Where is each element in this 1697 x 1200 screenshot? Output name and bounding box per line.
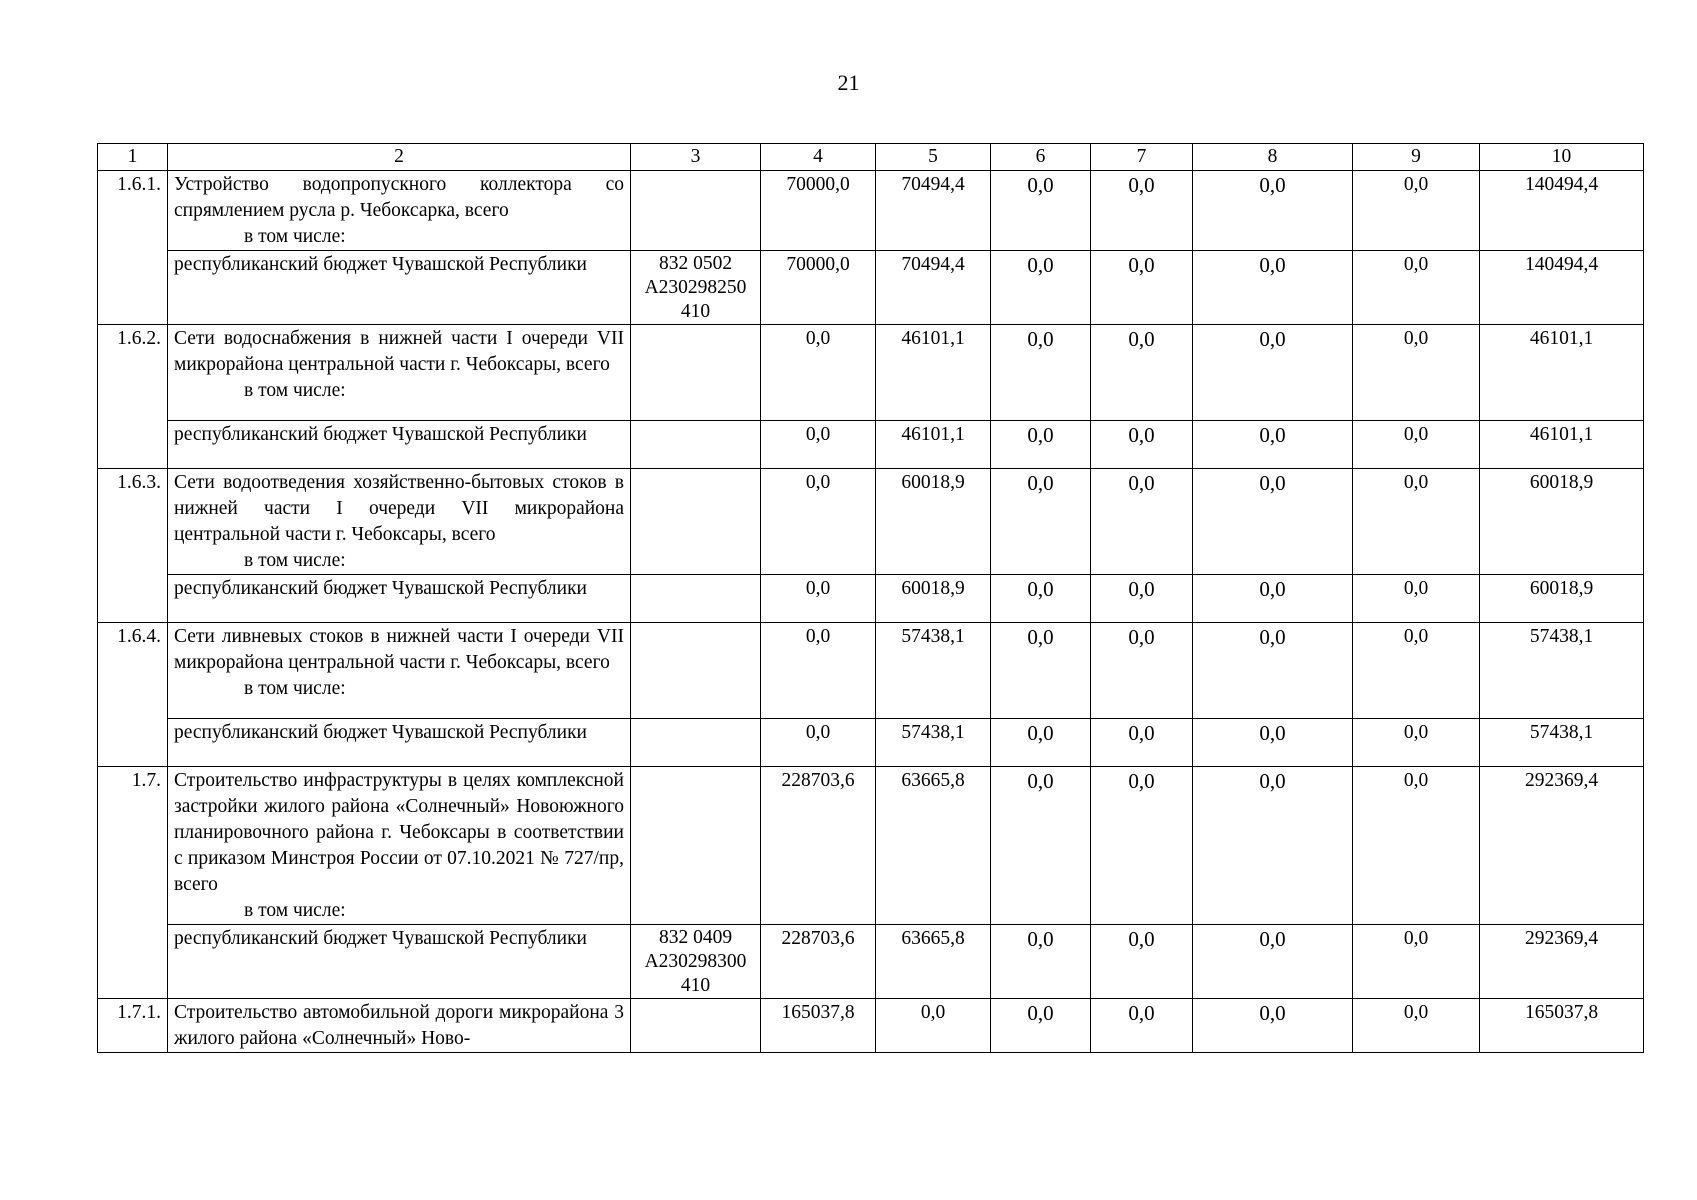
value-cell-col9: 0,0 bbox=[1353, 719, 1480, 767]
row-description bbox=[168, 251, 631, 325]
value-cell-col8: 0,0 bbox=[1193, 251, 1353, 325]
description-text: республиканский бюджет Чувашской Республики bbox=[174, 424, 587, 445]
header-cell: 7 bbox=[1091, 144, 1193, 171]
value-cell-col10: 292369,4 bbox=[1480, 925, 1644, 999]
value-cell-col7: 0,0 bbox=[1091, 767, 1193, 925]
row-description bbox=[168, 575, 631, 623]
row-index: 1.6.2. bbox=[98, 325, 168, 469]
value-cell-col5: 0,0 bbox=[876, 999, 991, 1053]
header-cell: 2 bbox=[168, 144, 631, 171]
budget-code bbox=[631, 171, 761, 251]
row-index: 1.6.1. bbox=[98, 171, 168, 325]
budget-table bbox=[97, 143, 1644, 1053]
including-label: в том числе: bbox=[244, 900, 346, 921]
row-description bbox=[168, 623, 631, 719]
value-cell-col7: 0,0 bbox=[1091, 719, 1193, 767]
budget-code bbox=[631, 719, 761, 767]
value-cell-col5: 46101,1 bbox=[876, 325, 991, 421]
budget-code bbox=[631, 767, 761, 925]
description-text: Устройство водопропускного коллектора со спрямлением русла р. Чебоксарка, всего bbox=[174, 174, 624, 221]
value-cell-col9: 0,0 bbox=[1353, 767, 1480, 925]
value-cell-col9: 0,0 bbox=[1353, 171, 1480, 251]
value-cell-col6: 0,0 bbox=[991, 251, 1091, 325]
header-cell: 4 bbox=[761, 144, 876, 171]
table-row bbox=[98, 925, 1644, 999]
row-description bbox=[168, 719, 631, 767]
header-cell: 3 bbox=[631, 144, 761, 171]
value-cell-col5: 60018,9 bbox=[876, 469, 991, 575]
row-description bbox=[168, 171, 631, 251]
row-index: 1.6.4. bbox=[98, 623, 168, 767]
value-cell-col5: 57438,1 bbox=[876, 719, 991, 767]
page-number: 21 bbox=[837, 70, 860, 95]
value-cell-col8: 0,0 bbox=[1193, 623, 1353, 719]
value-cell-col5: 70494,4 bbox=[876, 171, 991, 251]
value-cell-col8: 0,0 bbox=[1193, 575, 1353, 623]
value-cell-col4: 228703,6 bbox=[761, 925, 876, 999]
value-cell-col6: 0,0 bbox=[991, 325, 1091, 421]
value-cell-col9: 0,0 bbox=[1353, 469, 1480, 575]
table-row bbox=[98, 623, 1644, 719]
value-cell-col4: 0,0 bbox=[761, 325, 876, 421]
value-cell-col5: 57438,1 bbox=[876, 623, 991, 719]
value-cell-col7: 0,0 bbox=[1091, 171, 1193, 251]
budget-code: 832 0409 А230298300 410 bbox=[631, 925, 761, 999]
value-cell-col10: 140494,4 bbox=[1480, 171, 1644, 251]
value-cell-col5: 60018,9 bbox=[876, 575, 991, 623]
value-cell-col9: 0,0 bbox=[1353, 999, 1480, 1053]
description-text: республиканский бюджет Чувашской Республики bbox=[174, 722, 587, 743]
description-text: Сети водоснабжения в нижней части I очереди VII микрорайона центральной части г. Чебоксары, всего bbox=[174, 328, 624, 375]
header-cell: 6 bbox=[991, 144, 1091, 171]
table-row bbox=[98, 767, 1644, 925]
value-cell-col10: 57438,1 bbox=[1480, 623, 1644, 719]
row-description bbox=[168, 767, 631, 925]
value-cell-col7: 0,0 bbox=[1091, 325, 1193, 421]
header-row bbox=[98, 144, 1644, 171]
value-cell-col6: 0,0 bbox=[991, 925, 1091, 999]
value-cell-col7: 0,0 bbox=[1091, 575, 1193, 623]
value-cell-col9: 0,0 bbox=[1353, 925, 1480, 999]
value-cell-col7: 0,0 bbox=[1091, 251, 1193, 325]
budget-code bbox=[631, 469, 761, 575]
value-cell-col5: 63665,8 bbox=[876, 925, 991, 999]
value-cell-col8: 0,0 bbox=[1193, 421, 1353, 469]
value-cell-col8: 0,0 bbox=[1193, 325, 1353, 421]
value-cell-col6: 0,0 bbox=[991, 469, 1091, 575]
row-index: 1.6.3. bbox=[98, 469, 168, 623]
value-cell-col7: 0,0 bbox=[1091, 925, 1193, 999]
row-description bbox=[168, 925, 631, 999]
value-cell-col10: 165037,8 bbox=[1480, 999, 1644, 1053]
value-cell-col4: 0,0 bbox=[761, 623, 876, 719]
value-cell-col6: 0,0 bbox=[991, 575, 1091, 623]
header-cell: 8 bbox=[1193, 144, 1353, 171]
budget-code bbox=[631, 421, 761, 469]
description-text: Строительство автомобильной дороги микрорайона 3 жилого района «Солнечный» Ново- bbox=[174, 1002, 624, 1049]
budget-code bbox=[631, 575, 761, 623]
description-text: республиканский бюджет Чувашской Республики bbox=[174, 578, 587, 599]
value-cell-col10: 57438,1 bbox=[1480, 719, 1644, 767]
table-row bbox=[98, 469, 1644, 575]
value-cell-col9: 0,0 bbox=[1353, 575, 1480, 623]
value-cell-col8: 0,0 bbox=[1193, 469, 1353, 575]
value-cell-col7: 0,0 bbox=[1091, 623, 1193, 719]
value-cell-col5: 46101,1 bbox=[876, 421, 991, 469]
description-text: республиканский бюджет Чувашской Республики bbox=[174, 254, 587, 275]
including-label: в том числе: bbox=[244, 380, 346, 401]
row-description bbox=[168, 999, 631, 1053]
value-cell-col10: 60018,9 bbox=[1480, 469, 1644, 575]
table-row bbox=[98, 719, 1644, 767]
value-cell-col7: 0,0 bbox=[1091, 469, 1193, 575]
row-index: 1.7. bbox=[98, 767, 168, 999]
value-cell-col8: 0,0 bbox=[1193, 999, 1353, 1053]
value-cell-col8: 0,0 bbox=[1193, 719, 1353, 767]
value-cell-col7: 0,0 bbox=[1091, 421, 1193, 469]
table-row bbox=[98, 575, 1644, 623]
value-cell-col4: 0,0 bbox=[761, 719, 876, 767]
including-label: в том числе: bbox=[244, 550, 346, 571]
value-cell-col8: 0,0 bbox=[1193, 171, 1353, 251]
value-cell-col10: 140494,4 bbox=[1480, 251, 1644, 325]
including-label: в том числе: bbox=[244, 678, 346, 699]
header-cell: 1 bbox=[98, 144, 168, 171]
description-text: Сети водоотведения хозяйственно-бытовых стоков в нижней части I очереди VII микрорайона центральной части г. Чебоксары, всего bbox=[174, 472, 624, 545]
table-row bbox=[98, 171, 1644, 251]
value-cell-col8: 0,0 bbox=[1193, 767, 1353, 925]
value-cell-col4: 165037,8 bbox=[761, 999, 876, 1053]
budget-code bbox=[631, 623, 761, 719]
value-cell-col5: 70494,4 bbox=[876, 251, 991, 325]
value-cell-col6: 0,0 bbox=[991, 719, 1091, 767]
budget-code: 832 0502 А230298250 410 bbox=[631, 251, 761, 325]
description-text: Строительство инфраструктуры в целях комплексной застройки жилого района «Солнечный» Новоюжного планировочного района г. Чебоксары в соответствии с приказом Минстроя России от 07.10.2021 № 727/пр, всего bbox=[174, 770, 624, 895]
budget-code bbox=[631, 325, 761, 421]
value-cell-col7: 0,0 bbox=[1091, 999, 1193, 1053]
description-text: республиканский бюджет Чувашской Республики bbox=[174, 928, 587, 949]
header-cell: 10 bbox=[1480, 144, 1644, 171]
table-row bbox=[98, 251, 1644, 325]
value-cell-col9: 0,0 bbox=[1353, 421, 1480, 469]
value-cell-col5: 63665,8 bbox=[876, 767, 991, 925]
value-cell-col10: 46101,1 bbox=[1480, 421, 1644, 469]
header-cell: 5 bbox=[876, 144, 991, 171]
budget-code bbox=[631, 999, 761, 1053]
value-cell-col9: 0,0 bbox=[1353, 325, 1480, 421]
value-cell-col6: 0,0 bbox=[991, 623, 1091, 719]
value-cell-col6: 0,0 bbox=[991, 999, 1091, 1053]
value-cell-col8: 0,0 bbox=[1193, 925, 1353, 999]
value-cell-col10: 46101,1 bbox=[1480, 325, 1644, 421]
row-description bbox=[168, 469, 631, 575]
row-index: 1.7.1. bbox=[98, 999, 168, 1053]
value-cell-col4: 0,0 bbox=[761, 421, 876, 469]
description-text: Сети ливневых стоков в нижней части I очереди VII микрорайона центральной части г. Чебоксары, всего bbox=[174, 626, 624, 673]
including-label: в том числе: bbox=[244, 226, 346, 247]
table-row bbox=[98, 325, 1644, 421]
value-cell-col9: 0,0 bbox=[1353, 251, 1480, 325]
value-cell-col4: 0,0 bbox=[761, 575, 876, 623]
value-cell-col4: 70000,0 bbox=[761, 171, 876, 251]
table-row bbox=[98, 421, 1644, 469]
value-cell-col4: 0,0 bbox=[761, 469, 876, 575]
value-cell-col4: 70000,0 bbox=[761, 251, 876, 325]
row-description bbox=[168, 325, 631, 421]
value-cell-col10: 292369,4 bbox=[1480, 767, 1644, 925]
row-description bbox=[168, 421, 631, 469]
value-cell-col6: 0,0 bbox=[991, 171, 1091, 251]
value-cell-col4: 228703,6 bbox=[761, 767, 876, 925]
value-cell-col9: 0,0 bbox=[1353, 623, 1480, 719]
value-cell-col6: 0,0 bbox=[991, 421, 1091, 469]
header-cell: 9 bbox=[1353, 144, 1480, 171]
table-row bbox=[98, 999, 1644, 1053]
value-cell-col10: 60018,9 bbox=[1480, 575, 1644, 623]
value-cell-col6: 0,0 bbox=[991, 767, 1091, 925]
